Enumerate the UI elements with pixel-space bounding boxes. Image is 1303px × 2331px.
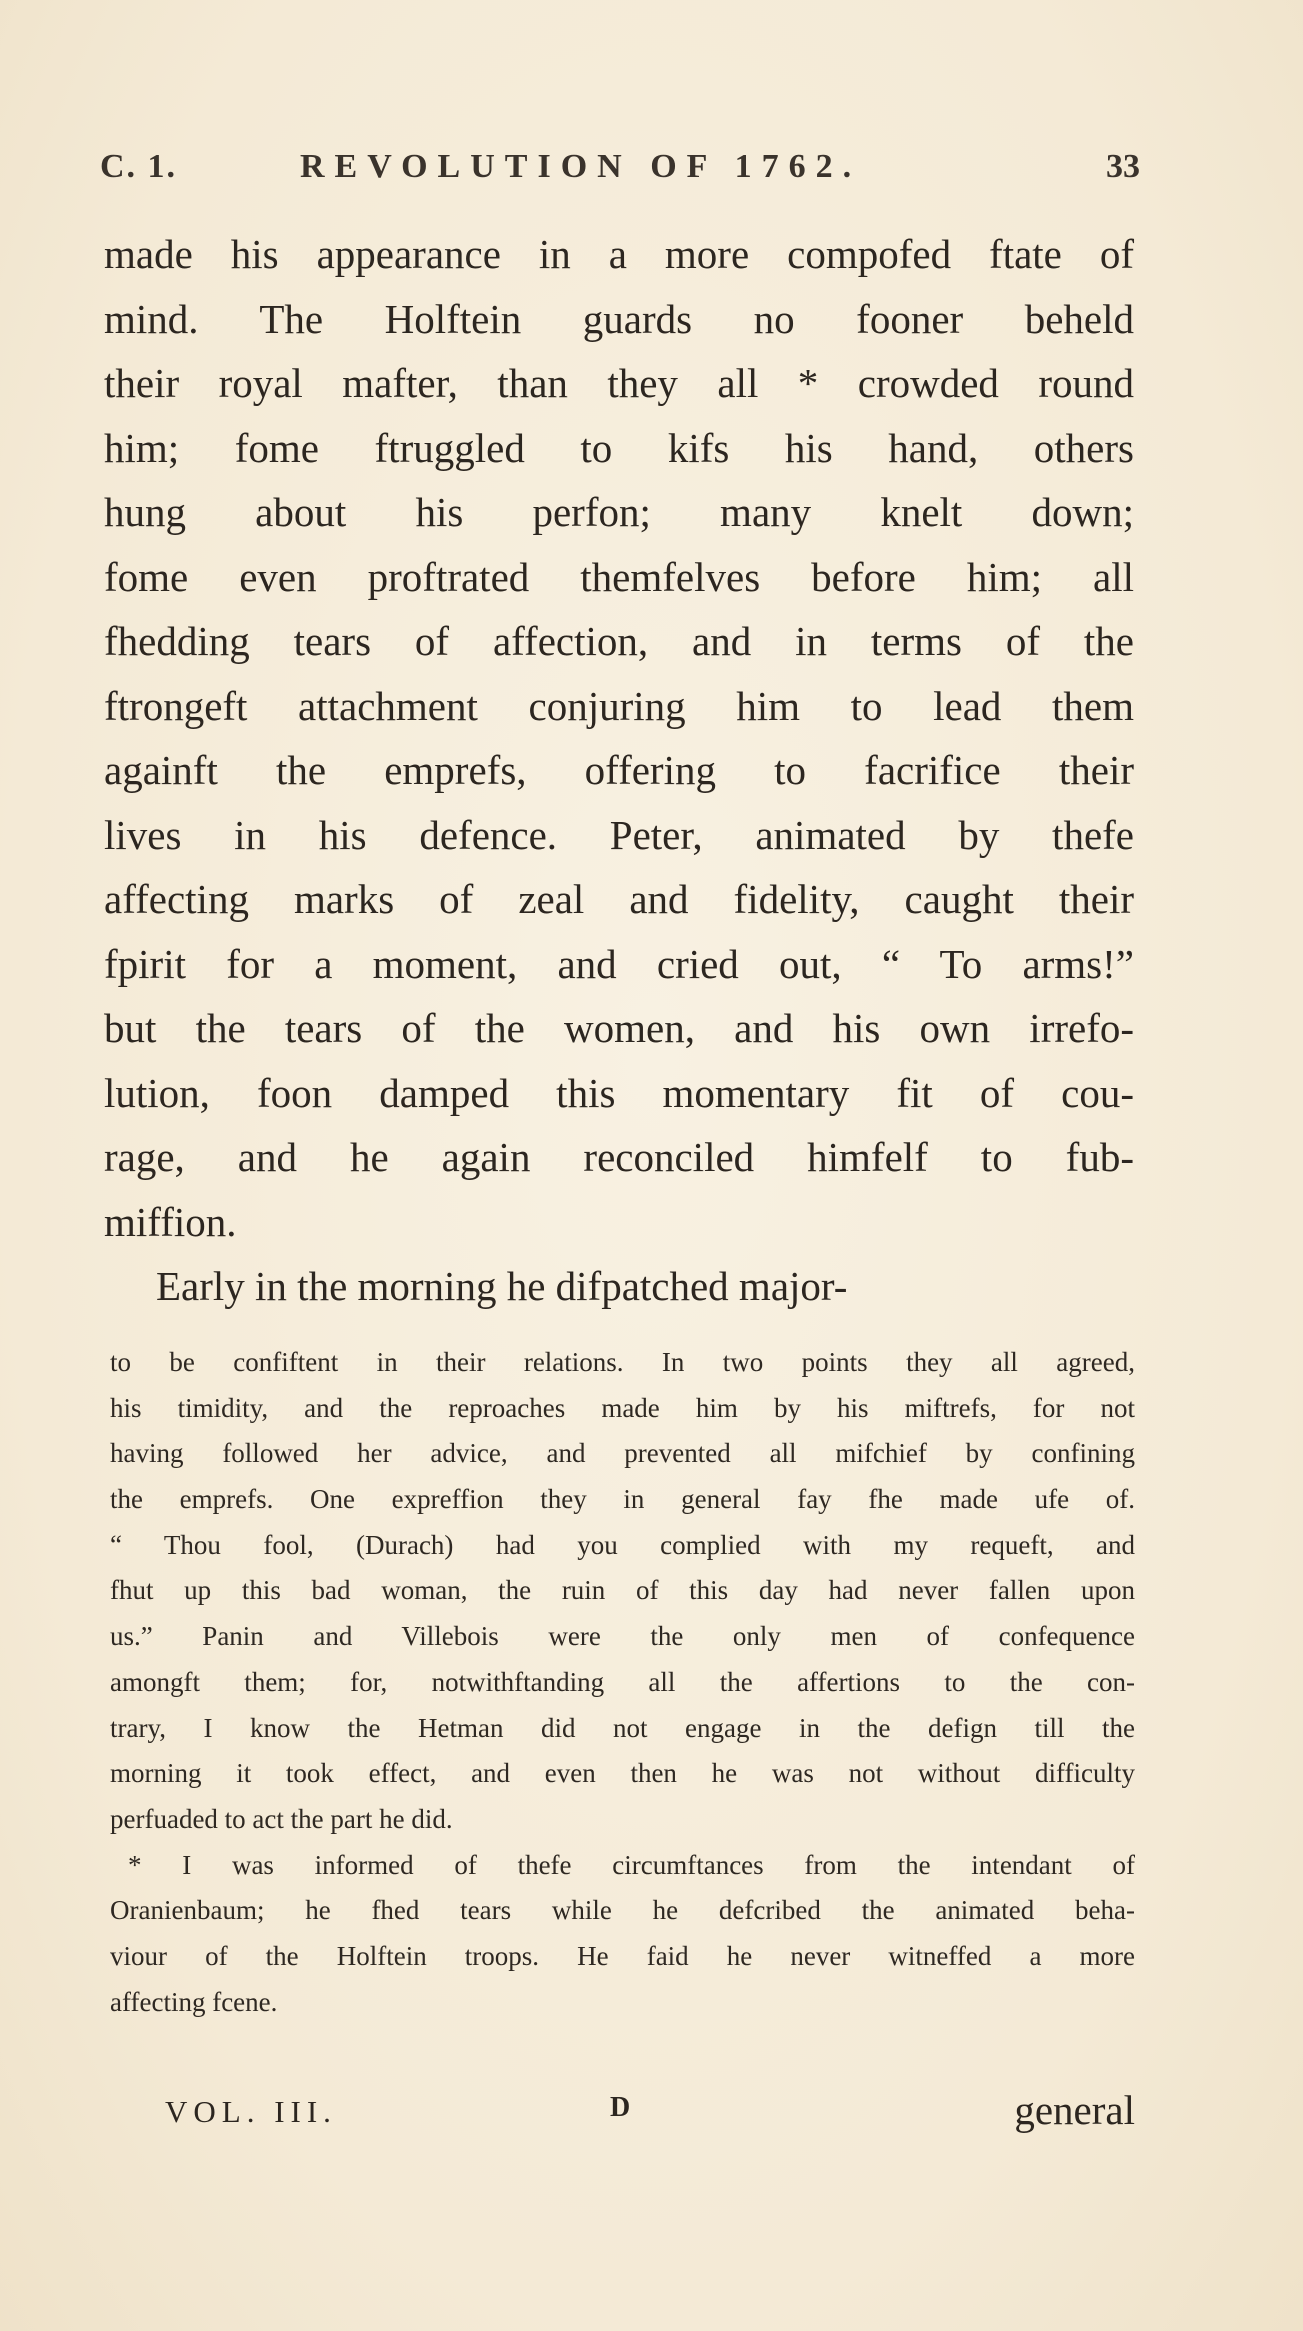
footnote-line: viour of the Holftein troops. He faid he never witneffed a more [110, 1940, 1135, 1971]
signature-mark: D [610, 2092, 631, 2123]
footnote-line: affecting fcene. [110, 1986, 278, 2017]
running-title: REVOLUTION OF 1762. [300, 148, 862, 185]
main-text [104, 222, 1134, 1319]
body-line: fome even proftrated themfelves before him; all [104, 553, 1134, 600]
body-line: againft the emprefs, offering to facrifice their [104, 747, 1134, 793]
footnote-line: his timidity, and the reproaches made him by his miftrefs, for not [110, 1392, 1135, 1423]
footnote-line: * I was informed of thefe circumftances from the intendant of [128, 1849, 1135, 1880]
page-number: 33 [1106, 148, 1140, 185]
body-line: fhedding tears of affection, and in terms of the [104, 618, 1134, 664]
footnote-line: Oranienbaum; he fhed tears while he defcribed the animated beha- [110, 1895, 1135, 1926]
footnote-line: amongft them; for, notwithftanding all the affertions to the con- [110, 1666, 1135, 1697]
page-footer [165, 2088, 1135, 2144]
body-line: their royal mafter, than they all * crowded round [104, 360, 1134, 406]
body-line: miffion. [104, 1198, 237, 1245]
body-line: rage, and he again reconciled himfelf to fub- [104, 1134, 1134, 1180]
running-head [100, 148, 1140, 196]
body-line: mind. The Holftein guards no fooner beheld [104, 295, 1134, 342]
body-line: affecting marks of zeal and fidelity, caught their [104, 876, 1134, 922]
footnote-line: “ Thou fool, (Durach) had you complied with my requeft, and [110, 1529, 1135, 1560]
footnote-line: us.” Panin and Villebois were the only men of confequence [110, 1621, 1135, 1652]
body-line: made his appearance in a more compofed ftate of [104, 231, 1134, 277]
body-line: ftrongeft attachment conjuring him to lead them [104, 682, 1134, 729]
body-line: Early in the morning he difpatched major- [156, 1263, 848, 1309]
body-line: lives in his defence. Peter, animated by thefe [104, 811, 1134, 858]
catchword: general [1014, 2087, 1135, 2133]
footnote-line: perfuaded to act the part he did. [110, 1803, 453, 1834]
footnotes [110, 1340, 1135, 2025]
footnote-line: fhut up this bad woman, the ruin of this day had never fallen upon [110, 1575, 1135, 1606]
chapter-reference: C. 1. [100, 148, 178, 185]
body-line: but the tears of the women, and his own irrefo- [104, 1005, 1134, 1051]
body-line: lution, foon damped this momentary fit of cou- [104, 1069, 1134, 1116]
footnote-line: morning it took effect, and even then he was not without difficulty [110, 1758, 1135, 1789]
body-line: hung about his perfon; many knelt down; [104, 489, 1134, 535]
body-line: fpirit for a moment, and cried out, “ To arms!” [104, 940, 1134, 987]
volume-label: VOL. III. [165, 2094, 337, 2129]
body-line: him; fome ftruggled to kifs his hand, others [104, 424, 1134, 471]
footnote-line: having followed her advice, and prevented all mifchief by confining [110, 1438, 1135, 1469]
footnote-line: the emprefs. One expreffion they in general fay fhe made ufe of. [110, 1484, 1135, 1515]
footnote-line: trary, I know the Hetman did not engage in the defign till the [110, 1712, 1135, 1743]
footnote-line: to be confiftent in their relations. In two points they all agreed, [110, 1347, 1135, 1377]
